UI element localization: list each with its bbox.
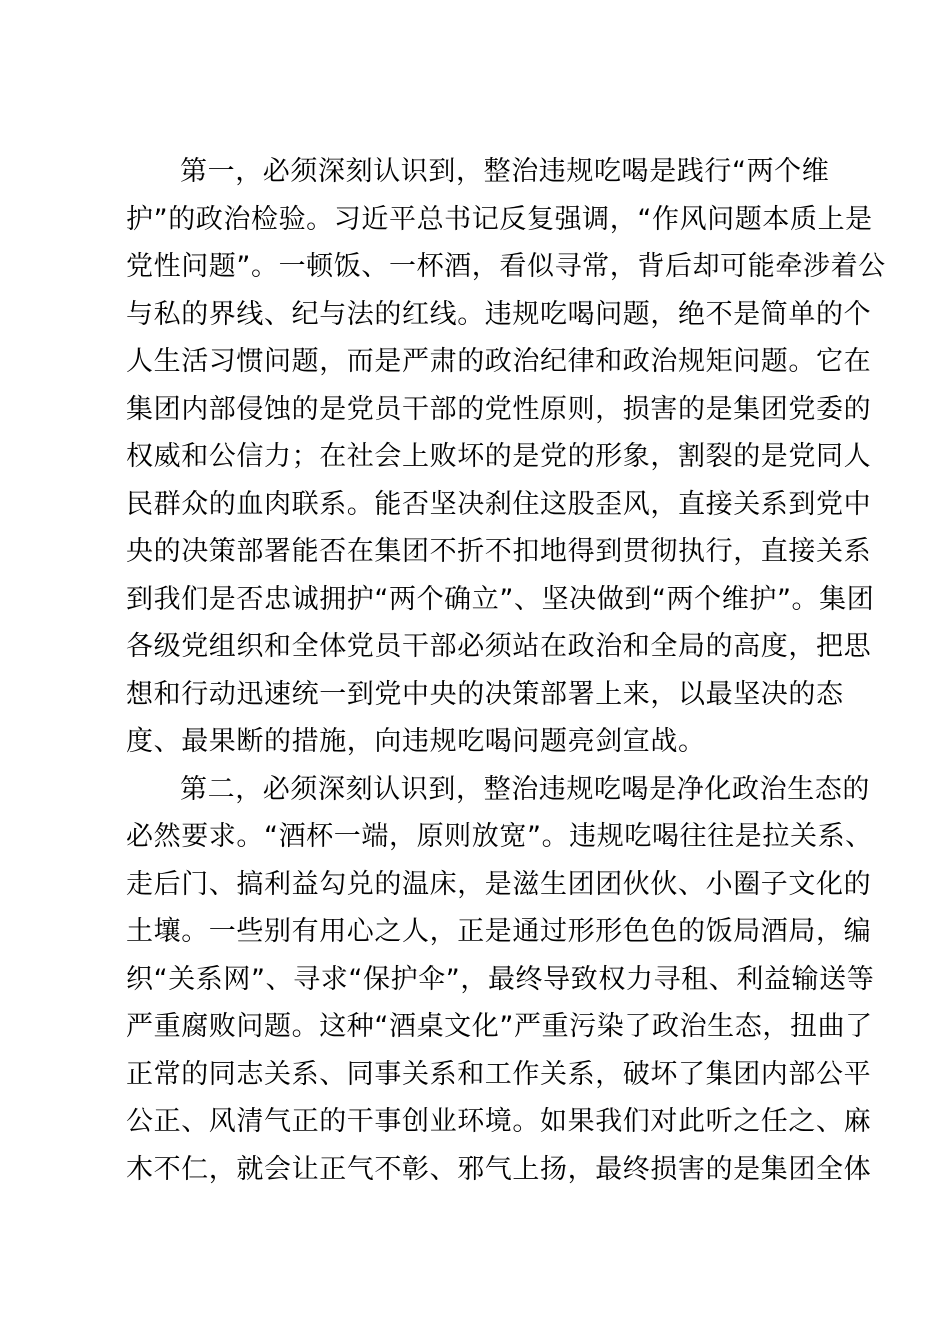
paragraph-line: 人生活习惯问题，而是严肃的政治纪律和政治规矩问题。它在 [126, 346, 872, 377]
paragraph-line: 第二，必须深刻认识到，整治违规吃喝是净化政治生态的 [180, 773, 870, 805]
paragraph-line: 必然要求。“酒杯一端，原则放宽”。违规吃喝往往是拉关系、 [126, 821, 873, 852]
paragraph-line: 严重腐败问题。这种“酒桌文化”严重污染了政治生态，扭曲了 [126, 1011, 873, 1042]
paragraph-line: 度、最果断的措施，向违规吃喝问题亮剑宣战。 [126, 726, 706, 757]
paragraph-line: 土壤。一些别有用心之人，正是通过形形色色的饭局酒局，编 [126, 916, 872, 947]
paragraph-line: 权威和公信力；在社会上败坏的是党的形象，割裂的是党同人 [126, 441, 872, 472]
paragraph-1 [126, 148, 886, 766]
paragraph-line: 正常的同志关系、同事关系和工作关系，破坏了集团内部公平 [126, 1058, 872, 1090]
paragraph-line: 第一，必须深刻认识到，整治违规吃喝是践行“两个维 [180, 156, 830, 187]
paragraph-line: 想和行动迅速统一到党中央的决策部署上来，以最坚决的态 [126, 678, 844, 710]
paragraph-line: 各级党组织和全体党员干部必须站在政治和全局的高度，把思 [126, 631, 872, 662]
paragraph-line: 民群众的血肉联系。能否坚决刹住这股歪风，直接关系到党中 [126, 488, 872, 520]
paragraph-2 [126, 766, 875, 1194]
paragraph-line: 走后门、搞利益勾兑的温床，是滋生团团伙伙、小圈子文化的 [126, 868, 872, 900]
document-body [126, 148, 886, 1193]
paragraph-line: 织“关系网”、寻求“保护伞”，最终导致权力寻租、利益输送等 [126, 963, 875, 995]
paragraph-line: 与私的界线、纪与法的红线。违规吃喝问题，绝不是简单的个 [126, 298, 872, 330]
paragraph-line: 公正、风清气正的干事创业环境。如果我们对此听之任之、麻 [126, 1106, 872, 1137]
paragraph-line: 到我们是否忠诚拥护“两个确立”、坚决做到“两个维护”。集团 [126, 583, 875, 615]
paragraph-line: 木不仁，就会让正气不彰、邪气上扬，最终损害的是集团全体 [126, 1153, 872, 1185]
paragraph-line: 党性问题”。一顿饭、一杯酒，看似寻常，背后却可能牵涉着公 [126, 251, 886, 282]
paragraph-line: 集团内部侵蚀的是党员干部的党性原则，损害的是集团党委的 [126, 393, 872, 425]
paragraph-line: 央的决策部署能否在集团不折不扣地得到贯彻执行，直接关系 [126, 536, 872, 567]
paragraph-line: 护”的政治检验。习近平总书记反复强调，“作风问题本质上是 [126, 203, 873, 235]
